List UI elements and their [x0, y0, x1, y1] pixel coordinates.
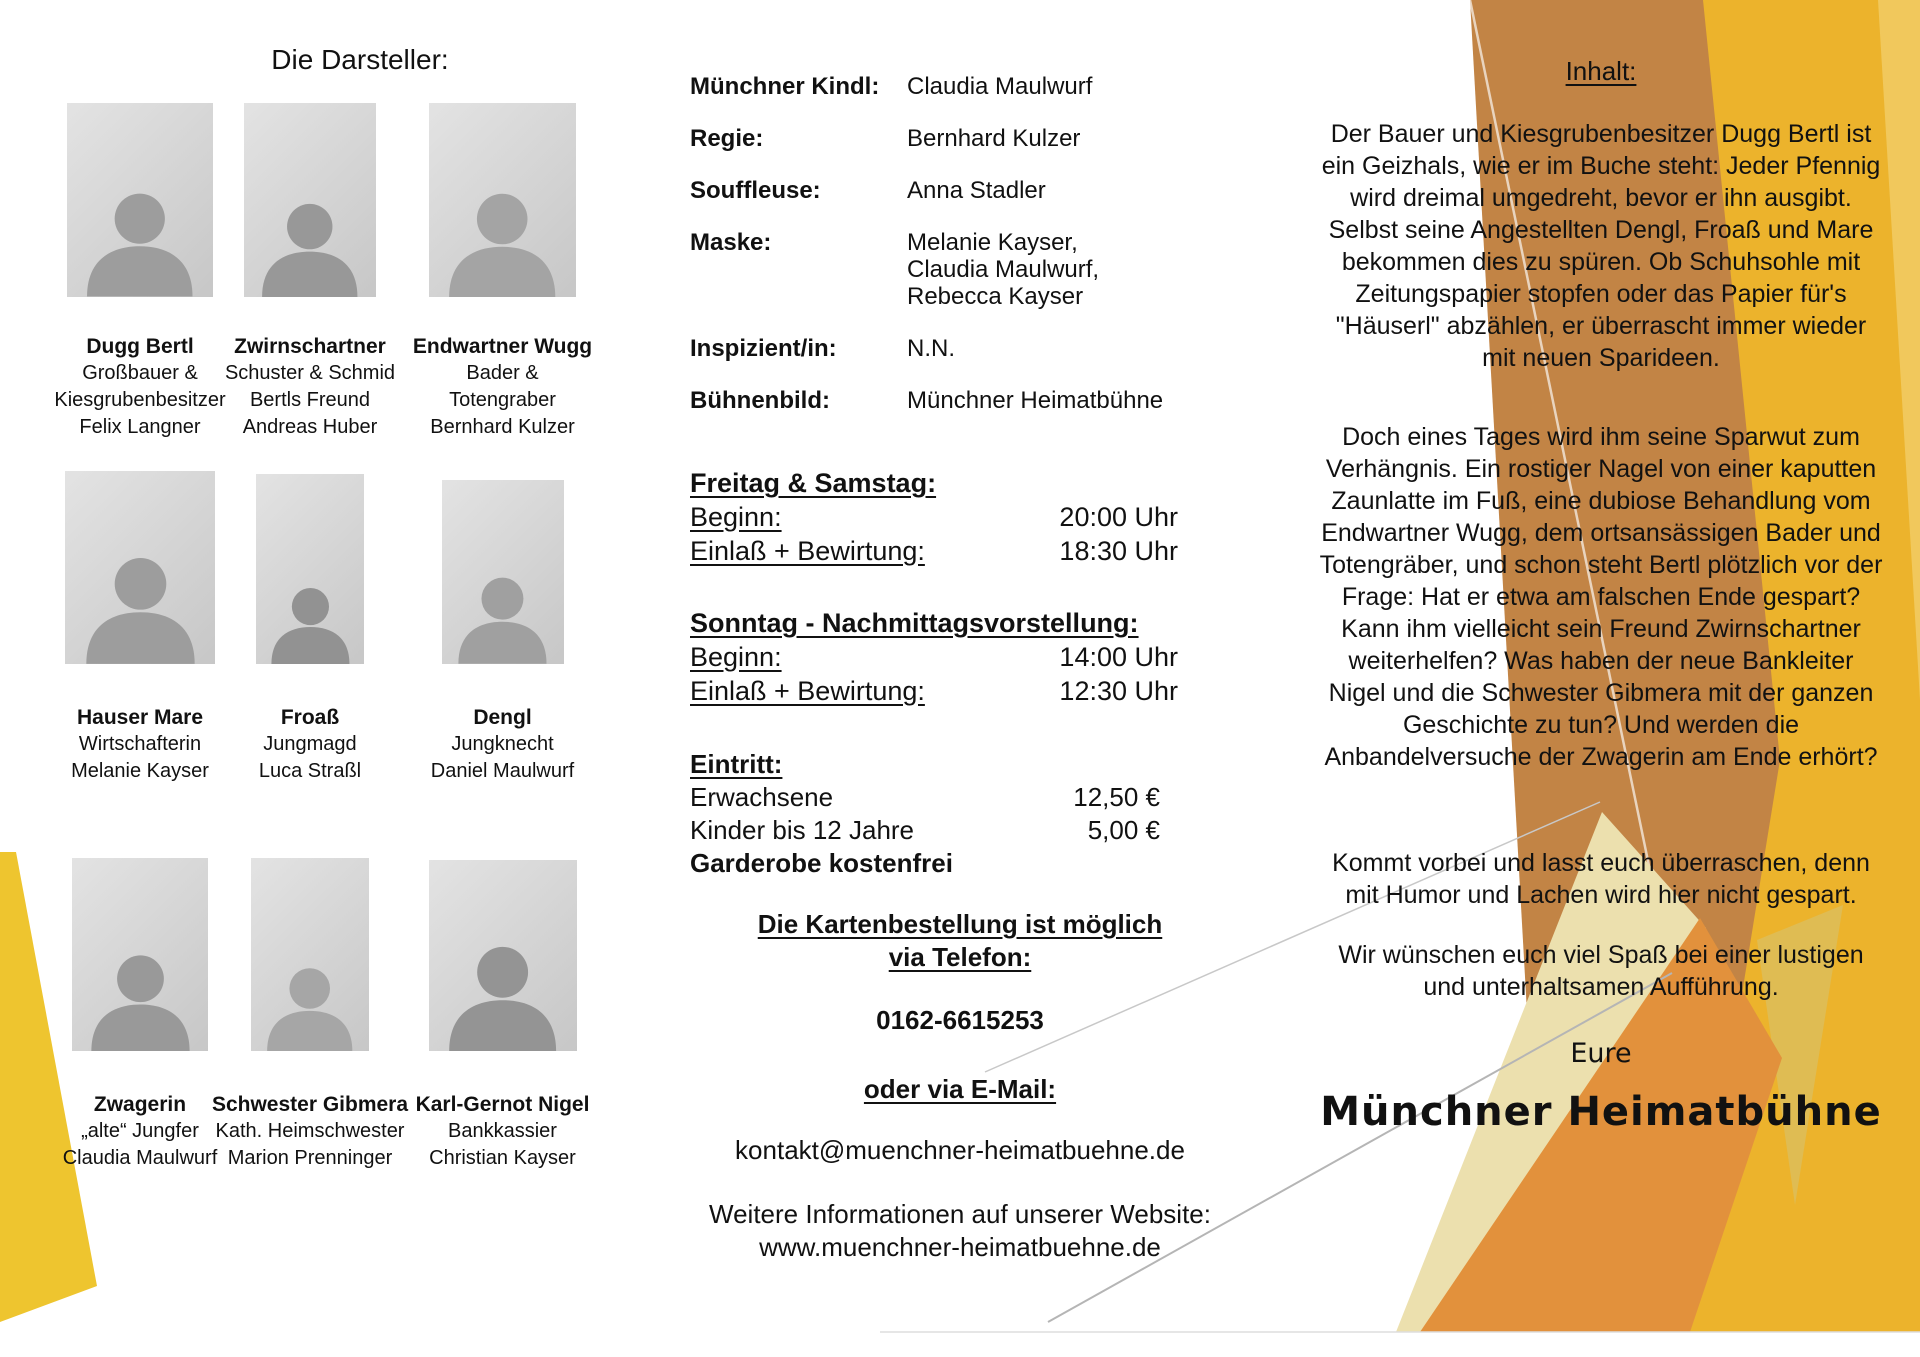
actor-row-1 [54, 103, 605, 441]
role-line: Bader & [466, 362, 539, 384]
schedule-sunday [690, 606, 1230, 708]
synopsis-paragraph: Der Bauer und Kiesgrubenbesitzer Dugg Bertl ist ein Geizhals, wie er im Buche steht: Jeder Pfennig wird dreimal umgedreht, bevor er ihn ausgibt. Selbst seine Angestellten Dengl, Froaß und Mare bekommen dies zu spüren. Ob Schuhsohle mit Zeitungspapier stopfen oder das Papier für's "Häuserl" abzählen, er überrascht immer wieder mit neuen Sparideen. [1321, 120, 1881, 372]
ticket-pricing [690, 748, 1230, 880]
actor-photo [429, 860, 577, 1051]
synopsis-heading: Inhalt: [1565, 56, 1637, 86]
actor-photo [65, 471, 215, 664]
credit-row [690, 229, 1230, 310]
actor-real-name: Christian Kayser [429, 1147, 576, 1169]
actor-photo [251, 858, 369, 1051]
synopsis-paragraph: Kommt vorbei und lasst euch überraschen, denn mit Humor und Lachen wird hier nicht gespart. [1332, 849, 1870, 909]
actor-card [54, 103, 226, 441]
actor-real-name: Claudia Maulwurf [62, 1147, 218, 1169]
credit-value: Bernhard Kulzer [907, 125, 1081, 152]
actor-real-name: Marion Prenninger [227, 1147, 393, 1169]
schedule-time: 20:00 Uhr [1059, 502, 1178, 532]
theater-brand-name: Münchner Heimatbühne [1320, 1089, 1882, 1135]
schedule-time: 14:00 Uhr [1059, 642, 1178, 672]
wardrobe-note: Garderobe kostenfrei [690, 848, 953, 878]
cast-title: Die Darsteller: [271, 44, 449, 75]
role-line: Kath. Heimschwester [215, 1120, 405, 1142]
actor-card [220, 103, 400, 441]
price-label: Kinder bis 12 Jahre [690, 815, 915, 845]
price-label: Erwachsene [690, 782, 834, 812]
credit-value: Münchner Heimatbühne [907, 387, 1164, 414]
actor-real-name: Luca Straßl [258, 760, 362, 782]
role-line: Kiesgrubenbesitzer [54, 389, 226, 411]
credit-label: Souffleuse: [690, 177, 821, 204]
credit-label: Regie: [690, 125, 764, 152]
role-line: Schuster & Schmid [224, 362, 396, 384]
website-url: www.muenchner-heimatbuehne.de [759, 1232, 1161, 1262]
actor-real-name: Andreas Huber [242, 416, 378, 438]
person-silhouette-icon [253, 188, 367, 297]
character-name: Zwagerin [93, 1093, 187, 1116]
credit-value: Claudia Maulwurf [907, 73, 1093, 100]
actor-photo [72, 858, 208, 1051]
actor-real-name: Daniel Maulwurf [430, 760, 575, 782]
role-line: „alte“ Jungfer [81, 1120, 199, 1142]
production-credits [690, 73, 1230, 439]
schedule-heading: Sonntag - Nachmittagsvorstellung: [690, 608, 1139, 638]
person-silhouette-icon [439, 929, 566, 1051]
character-name: Endwartner Wugg [412, 335, 593, 358]
credit-row [690, 335, 1230, 362]
character-name: Hauser Mare [76, 706, 204, 729]
credit-value: Rebecca Kayser [907, 283, 1084, 310]
credit-row [690, 73, 1230, 100]
credit-label: Bühnenbild: [690, 387, 830, 414]
actor-photo [256, 474, 364, 664]
closing-word: Eure [1570, 1038, 1632, 1069]
booking-heading-line1: Die Kartenbestellung ist möglich [757, 909, 1163, 939]
actor-real-name: Bernhard Kulzer [430, 416, 575, 438]
role-line: Großbauer & [82, 362, 198, 384]
price-row [690, 814, 1230, 847]
actor-card [60, 857, 220, 1172]
credit-row [690, 387, 1230, 414]
person-silhouette-icon [264, 575, 357, 664]
person-silhouette-icon [76, 540, 205, 664]
schedule-row [690, 640, 1230, 674]
actor-real-name: Melanie Kayser [71, 760, 209, 782]
role-line: Bertls Freund [249, 389, 371, 411]
email-heading: oder via E-Mail: [863, 1074, 1057, 1104]
synopsis-column [1318, 55, 1884, 1135]
role-line: Wirtschafterin [78, 733, 202, 755]
schedule-label: Beginn: [690, 502, 782, 532]
character-name: Zwirnschartner [234, 335, 386, 358]
schedule-friday-saturday [690, 466, 1230, 568]
schedule-time: 12:30 Uhr [1059, 676, 1178, 706]
credit-label: Inspizient/in: [690, 335, 837, 362]
character-name: Karl-Gernot Nigel [415, 1093, 590, 1116]
actor-photo [67, 103, 213, 297]
credit-value: Claudia Maulwurf, [907, 256, 1100, 283]
character-name: Dengl [473, 706, 532, 729]
pricing-heading: Eintritt: [690, 749, 783, 779]
synopsis-paragraph: Doch eines Tages wird ihm seine Sparwut zum Verhängnis. Ein rostiger Nagel von einer kaputten Zaunlatte im Fuß, eine dubiose Behandlung vom Endwartner Wugg, dem ortsansässigen Bader und Totengräber, und schon steht Bertl plötzlich vor der Frage: Hat er etwa am falschen Ende gespart? Kann ihm vielleicht sein Freund Zwirnschartner weiterhelfen? Was haben der neue Bankleiter Nigel und die Schwester Gibmera mit der ganzen Geschichte zu tun? Und werden die Anbandelversuche der Zwagerin am Ende erhört? [1319, 423, 1883, 771]
person-silhouette-icon [450, 563, 555, 664]
actor-card [220, 470, 400, 785]
credit-row [690, 125, 1230, 152]
schedule-label: Einlaß + Bewirtung: [690, 536, 925, 566]
person-silhouette-icon [82, 939, 199, 1051]
schedule-label: Beginn: [690, 642, 782, 672]
person-silhouette-icon [77, 176, 203, 297]
schedule-row [690, 674, 1230, 708]
price-value: 12,50 € [1073, 782, 1160, 812]
character-name: Froaß [280, 706, 340, 729]
credit-value: N.N. [907, 335, 955, 362]
actor-card [60, 470, 220, 785]
role-line: Totengraber [449, 389, 556, 411]
role-line: Bankkassier [448, 1120, 557, 1142]
actor-photo [244, 103, 376, 297]
actor-card [400, 103, 605, 441]
price-value: 5,00 € [1087, 815, 1160, 845]
credit-label: Münchner Kindl: [690, 73, 880, 100]
actor-row-3 [60, 857, 605, 1172]
actor-real-name: Felix Langner [79, 416, 201, 438]
character-name: Schwester Gibmera [211, 1093, 409, 1116]
actor-card [400, 470, 605, 785]
phone-number: 0162-6615253 [876, 1005, 1044, 1035]
credit-row [690, 177, 1230, 204]
character-name: Dugg Bertl [86, 335, 194, 358]
person-silhouette-icon [439, 176, 565, 297]
booking-heading-line2: via Telefon: [888, 942, 1032, 972]
schedule-row [690, 500, 1230, 534]
email-address: kontakt@muenchner-heimatbuehne.de [735, 1135, 1185, 1165]
role-line: Jungmagd [263, 733, 357, 755]
schedule-label: Einlaß + Bewirtung: [690, 676, 925, 706]
credit-label: Maske: [690, 229, 772, 256]
role-line: Jungknecht [451, 733, 554, 755]
actor-card [400, 857, 605, 1172]
website-label: Weitere Informationen auf unserer Website: [709, 1199, 1211, 1229]
schedule-row [690, 534, 1230, 568]
schedule-time: 18:30 Uhr [1059, 536, 1178, 566]
actor-photo [429, 103, 576, 297]
price-row [690, 781, 1230, 814]
actor-photo [442, 480, 564, 664]
credit-value: Melanie Kayser, [907, 229, 1078, 256]
actor-card [211, 857, 409, 1172]
synopsis-paragraph: Wir wünschen euch viel Spaß bei einer lustigen und unterhaltsamen Aufführung. [1338, 941, 1864, 1001]
person-silhouette-icon [259, 954, 360, 1051]
credit-value: Anna Stadler [907, 177, 1046, 204]
actor-row-2 [60, 470, 605, 785]
booking-info [690, 908, 1230, 1264]
schedule-heading: Freitag & Samstag: [690, 468, 937, 498]
